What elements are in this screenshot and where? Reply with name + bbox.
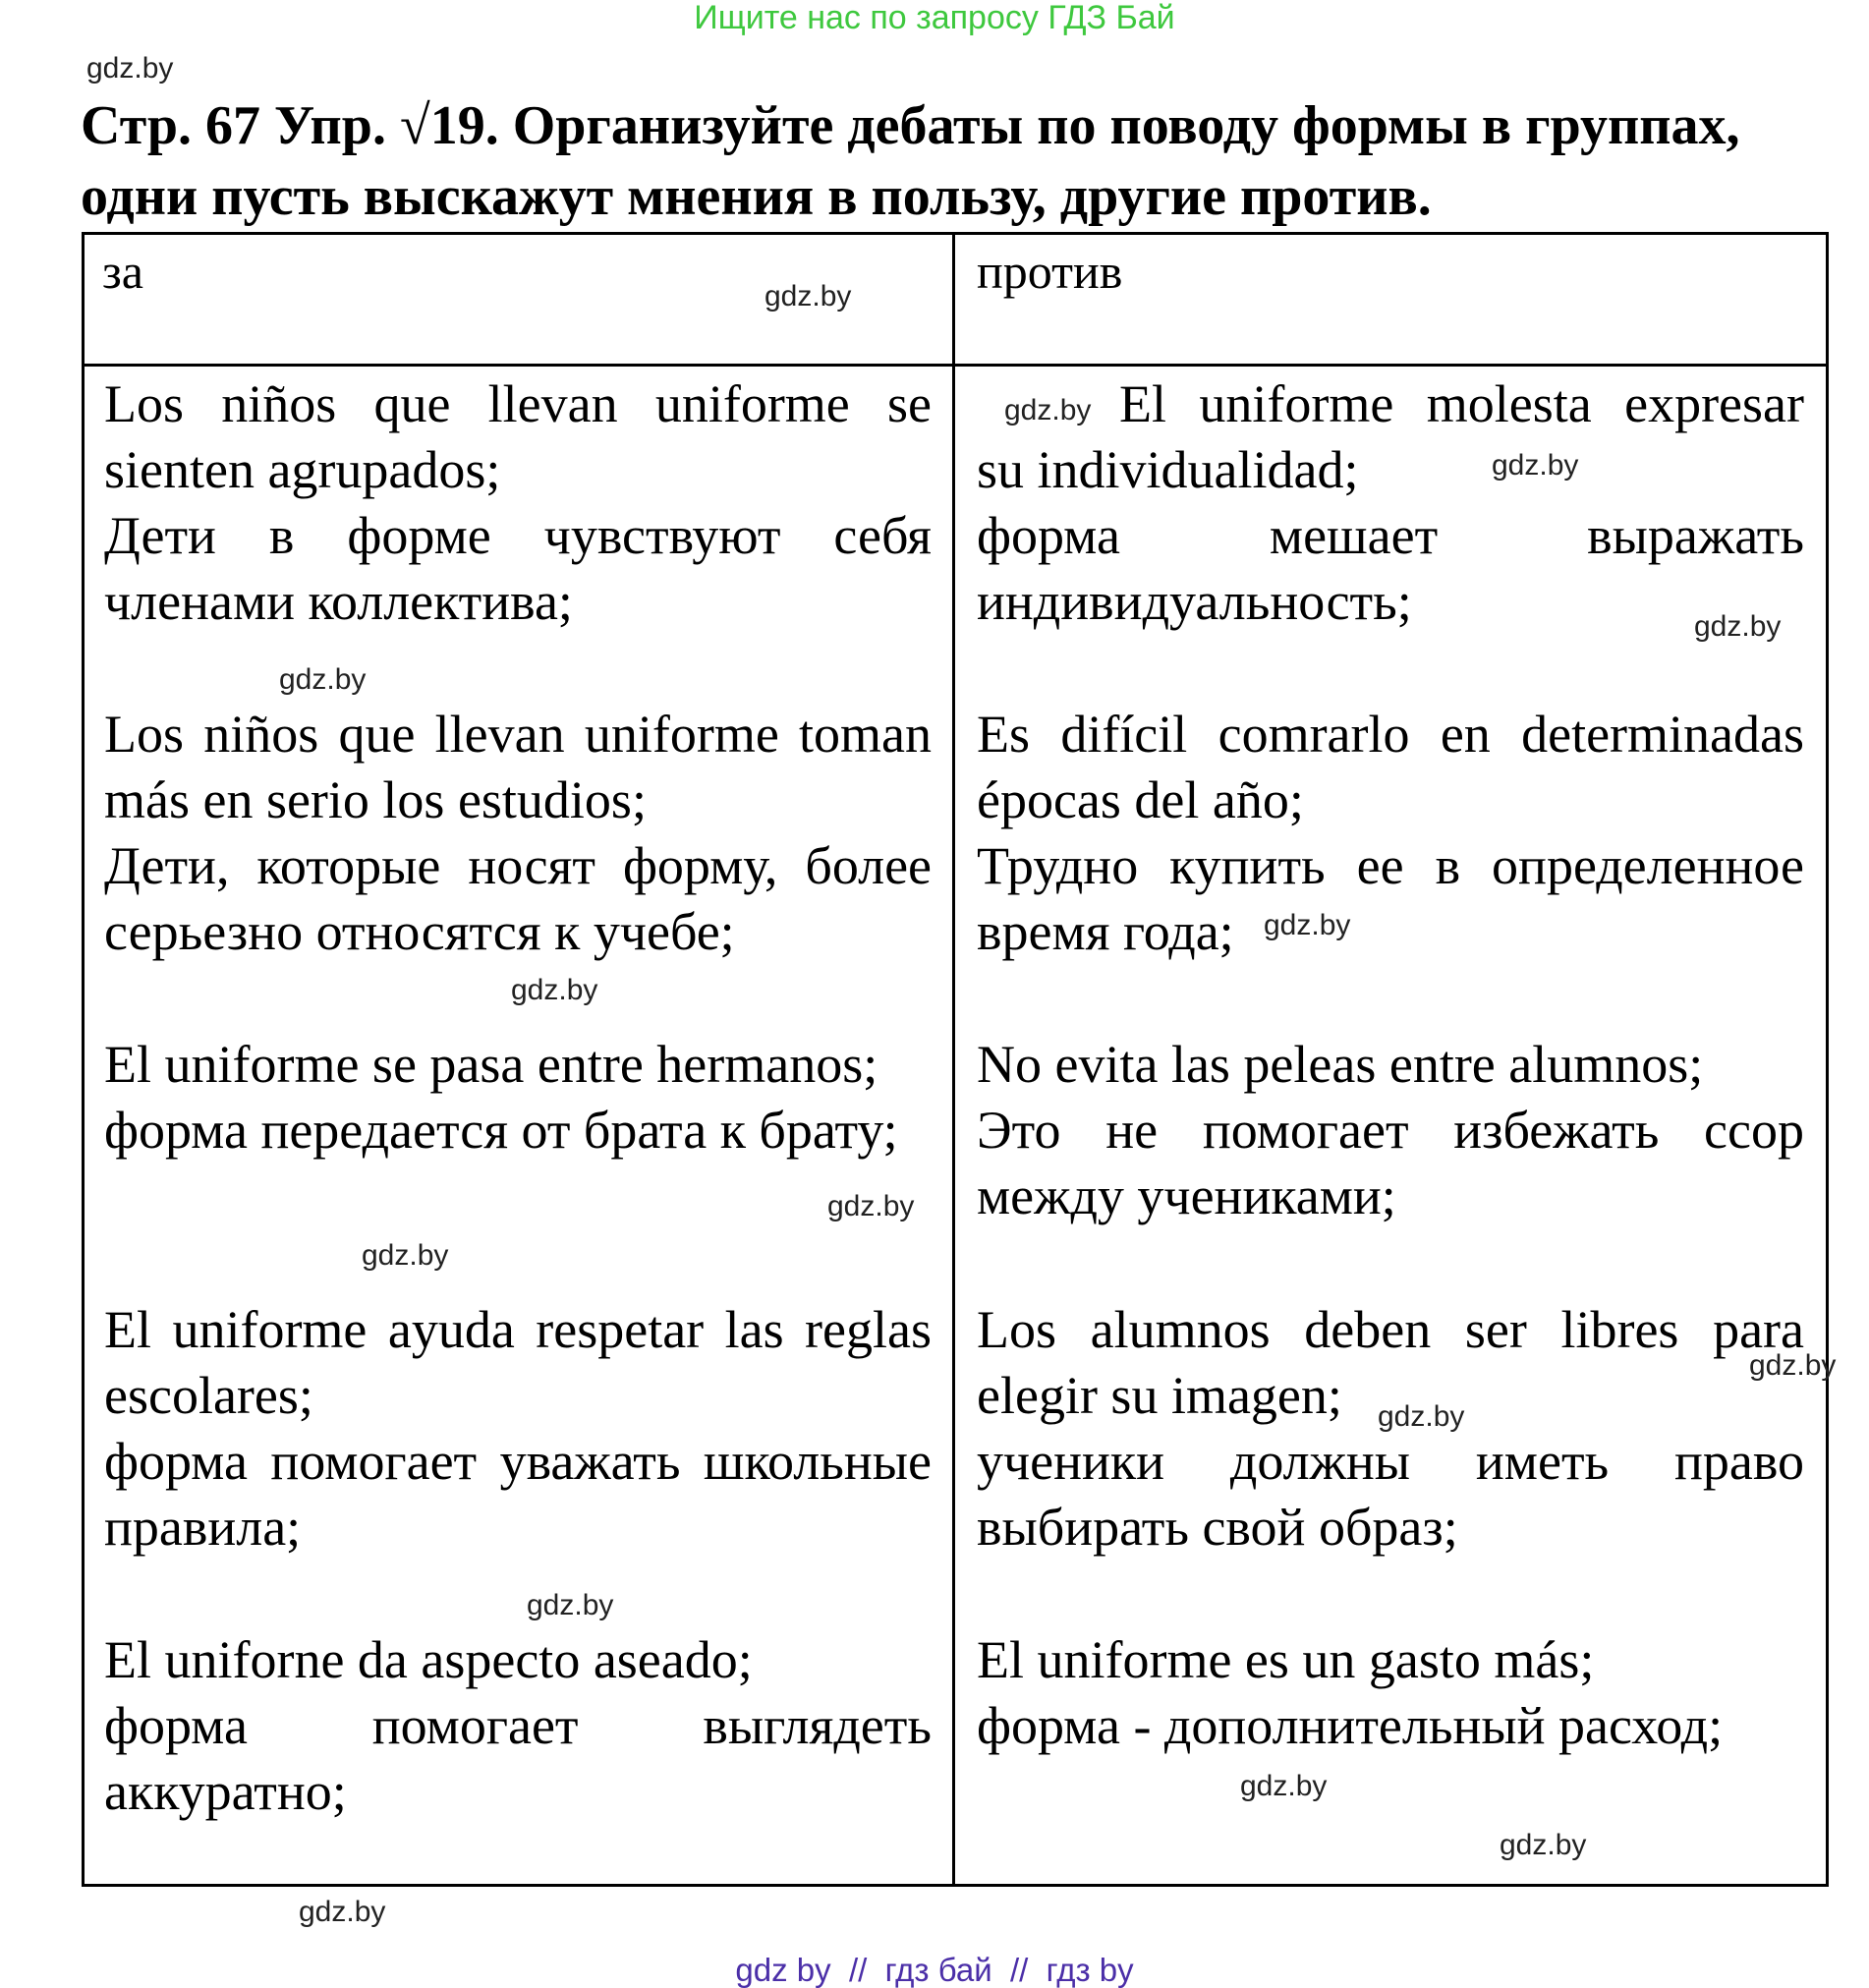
- row-1-against-ru: форма мешает выражать индивидуальность;: [977, 506, 1804, 631]
- watermark: gdz.by: [1378, 1400, 1465, 1433]
- row-3-for-ru: форма передается от брата к брату;: [104, 1101, 898, 1160]
- watermark: gdz.by: [1264, 909, 1351, 941]
- watermark: gdz.by: [765, 280, 852, 312]
- row-4-for-es: El uniforme ayuda respetar las reglas escolares;: [104, 1300, 932, 1425]
- column-divider: [952, 232, 955, 1887]
- row-1-against: [977, 371, 1804, 635]
- row-4-against-ru: ученики должны иметь право выбирать свой образ;: [977, 1432, 1804, 1557]
- watermark: gdz.by: [1500, 1829, 1587, 1861]
- watermark: gdz.by: [1694, 610, 1782, 643]
- title-line-2: одни пусть выскажут мнения в пользу, другие против.: [81, 166, 1432, 227]
- row-4-for: [104, 1297, 932, 1561]
- row-2-against-es: Es difícil comrarlo en determinadas épocas del año;: [977, 705, 1804, 829]
- row-5-for-es: El uniforne da aspecto aseado;: [104, 1630, 753, 1689]
- search-banner: Ищите нас по запросу ГДЗ Бай: [694, 0, 1175, 36]
- row-3-for: [104, 1032, 932, 1164]
- watermark: gdz.by: [1492, 449, 1579, 482]
- row-2-for-ru: Дети, которые носят форму, более серьезно относятся к учебе;: [104, 836, 932, 961]
- watermark: gdz.by: [827, 1190, 915, 1222]
- row-3-for-es: El uniforme se pasa entre hermanos;: [104, 1035, 878, 1094]
- row-2-for-es: Los niños que llevan uniforme toman más en serio los estudios;: [104, 705, 932, 829]
- watermark: gdz.by: [279, 663, 367, 696]
- watermark: gdz.by: [1240, 1770, 1328, 1802]
- watermark: gdz.by: [527, 1589, 614, 1621]
- row-5-against: [977, 1627, 1804, 1759]
- row-3-against: [977, 1032, 1804, 1229]
- row-4-against-es: Los alumnos deben ser libres para elegir su imagen;: [977, 1300, 1804, 1425]
- row-5-against-es: El uniforme es un gasto más;: [977, 1630, 1595, 1689]
- row-5-against-ru: форма - дополнительный расход;: [977, 1696, 1724, 1755]
- header-for: за: [102, 244, 143, 299]
- page-title: [81, 90, 1830, 232]
- header-divider: [82, 364, 1829, 367]
- row-1-for-es: Los niños que llevan uniforme se sienten agrupados;: [104, 374, 932, 499]
- row-1-for-ru: Дети в форме чувствуют себя членами коллектива;: [104, 506, 932, 631]
- watermark: gdz.by: [1749, 1349, 1837, 1382]
- watermark: gdz.by: [86, 52, 174, 85]
- row-3-against-ru: Это не помогает избежать ссор между учениками;: [977, 1101, 1804, 1225]
- watermark: gdz.by: [299, 1896, 386, 1928]
- row-4-for-ru: форма помогает уважать школьные правила;: [104, 1432, 932, 1557]
- watermark: gdz.by: [362, 1239, 449, 1272]
- row-1-for: [104, 371, 932, 635]
- watermark: gdz.by: [511, 974, 598, 1006]
- row-1-against-es: El uniforme molesta expresar su individualidad;: [977, 374, 1804, 499]
- row-2-against-ru: Трудно купить ее в определенное время года;: [977, 836, 1804, 961]
- row-5-for-ru: форма помогает выглядеть аккуратно;: [104, 1696, 932, 1821]
- row-2-against: [977, 702, 1804, 965]
- row-3-against-es: No evita las peleas entre alumnos;: [977, 1035, 1704, 1094]
- row-5-for: [104, 1627, 932, 1825]
- title-line-1: Стр. 67 Упр. √19. Организуйте дебаты по поводу формы в группах,: [81, 95, 1740, 156]
- header-against: против: [977, 244, 1123, 299]
- watermark: gdz.by: [1004, 394, 1092, 426]
- footer-links: gdz by // гдз бай // гдз by: [735, 1952, 1134, 1988]
- row-2-for: [104, 702, 932, 965]
